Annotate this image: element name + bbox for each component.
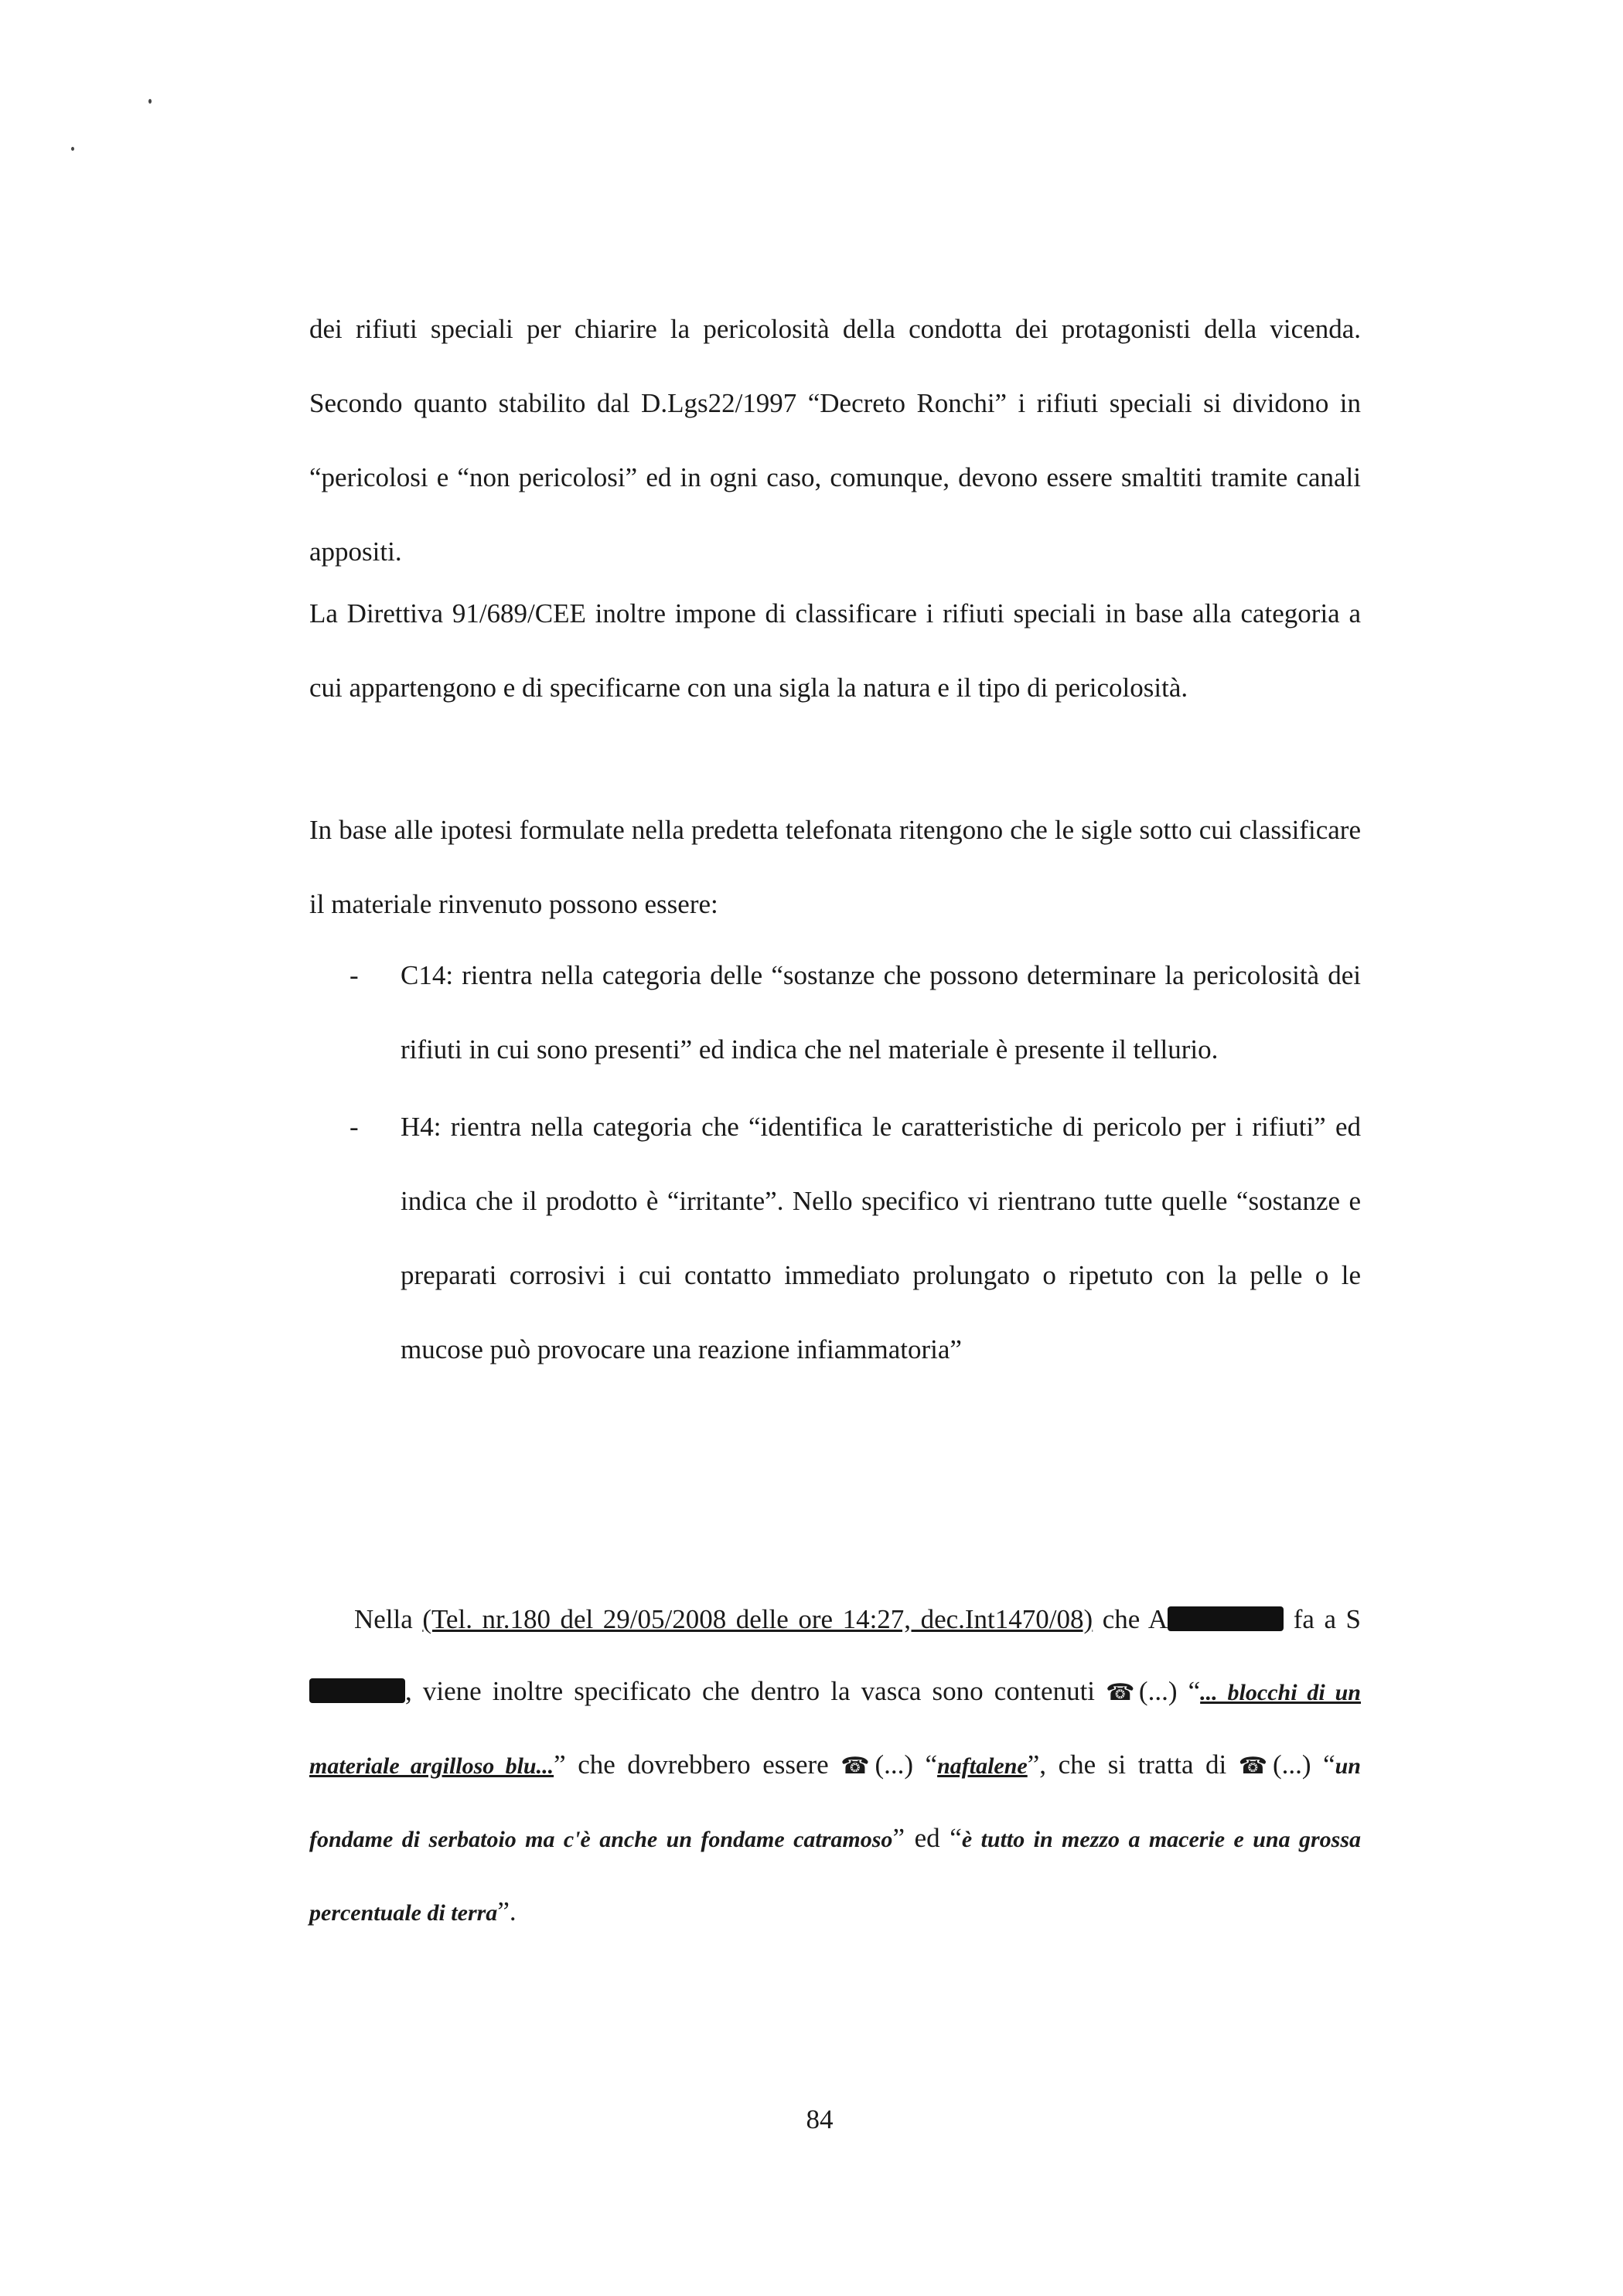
- quote-macerie: è tutto in mezzo a macerie e una grossa percentuale di terra: [309, 1827, 1361, 1926]
- ellipsis: (...): [1138, 1676, 1178, 1706]
- telephone-icon: ☎: [1106, 1679, 1139, 1706]
- list-item-text: H4: rientra nella categoria che “identifica le caratteristiche di pericolo per i rifiuti” ed indica che il prodotto è “irritante”. Nello specifico vi rientrano tutte quelle “sostanze e preparati corrosivi i cui contatto immediato prolungato o ripetuto con la pelle o le mucose può provocare una reazione infiammatoria”: [401, 1112, 1361, 1364]
- paragraph-sigle: [309, 793, 1361, 942]
- paragraph-text: In base alle ipotesi formulate nella predetta telefonata ritengono che le sigle sotto cui classificare il materiale rinvenuto possono essere:: [309, 815, 1361, 919]
- call-text: che: [1102, 1604, 1141, 1634]
- speaker-initial: A: [1147, 1604, 1168, 1634]
- paragraph-rifiuti-speciali: [309, 292, 1361, 589]
- page-number: 84: [806, 2104, 834, 2134]
- paragraph-telefonata: Nella (Tel. nr.180 del 29/05/2008 delle ore 14:27, dec.Int1470/08) che A fa a S, viene inoltre specificato che dentro la vasca sono contenuti ☎(...) “... blocchi di un materiale argilloso blu...” che dovrebbero essere ☎(...) “naftalene”, che si tratta di ☎(...) “un fondame di serbatoio ma c'è anche un fondame catramoso” ed “è tutto in mezzo a macerie e una grossa percentuale di terra”.: [309, 1604, 1362, 1926]
- paragraph-direttiva: [309, 577, 1361, 725]
- call-text: , che si tratta di: [1039, 1749, 1227, 1780]
- quote-fondame: un fondame di serbatoio ma c'è anche un fondame catramoso: [309, 1753, 1361, 1852]
- call-intro: Nella: [354, 1604, 413, 1634]
- list-dash: -: [349, 1112, 359, 1142]
- call-text: ed: [914, 1823, 940, 1853]
- classification-list: [309, 938, 1361, 1390]
- ellipsis: (...): [1272, 1749, 1311, 1780]
- call-text: che dovrebbero essere: [578, 1749, 829, 1780]
- scan-speck: [71, 147, 74, 151]
- list-dash: -: [349, 960, 359, 990]
- ellipsis: (...): [875, 1749, 913, 1780]
- telephone-icon: ☎: [1238, 1753, 1273, 1780]
- call-text: , viene inoltre specificato che dentro la vasca sono contenuti: [405, 1676, 1096, 1706]
- list-item-text: C14: rientra nella categoria delle “sostanze che possono determinare la pericolosità dei rifiuti in cui sono presenti” ed indica che nel materiale è presente il tellurio.: [401, 960, 1361, 1065]
- quote-blocchi: ... blocchi di un materiale argilloso blu...: [309, 1680, 1361, 1779]
- call-text: fa a: [1293, 1604, 1336, 1634]
- paragraph-text: dei rifiuti speciali per chiarire la pericolosità della condotta dei protagonisti della vicenda. Secondo quanto stabilito dal D.Lgs22/1997 “Decreto Ronchi” i rifiuti speciali si dividono in “pericolosi e “non pericolosi” ed in ogni caso, comunque, devono essere smaltiti tramite canali appositi.: [309, 314, 1361, 567]
- redaction-bar: [1168, 1606, 1284, 1631]
- listener-initial: S: [1345, 1604, 1362, 1634]
- call-reference: (Tel. nr.180 del 29/05/2008 delle ore 14:27, dec.Int1470/08): [422, 1604, 1093, 1634]
- scan-speck: [148, 99, 152, 104]
- redaction-bar: [309, 1678, 405, 1703]
- list-item: [309, 1090, 1361, 1387]
- quote-naftalene: naftalene: [937, 1753, 1028, 1779]
- call-text: .: [509, 1896, 517, 1926]
- telephone-icon: ☎: [840, 1753, 875, 1780]
- paragraph-text: La Direttiva 91/689/CEE inoltre impone di classificare i rifiuti speciali in base alla categoria a cui appartengono e di specificarne con una sigla la natura e il tipo di pericolosità.: [309, 598, 1361, 703]
- list-item: [309, 938, 1361, 1087]
